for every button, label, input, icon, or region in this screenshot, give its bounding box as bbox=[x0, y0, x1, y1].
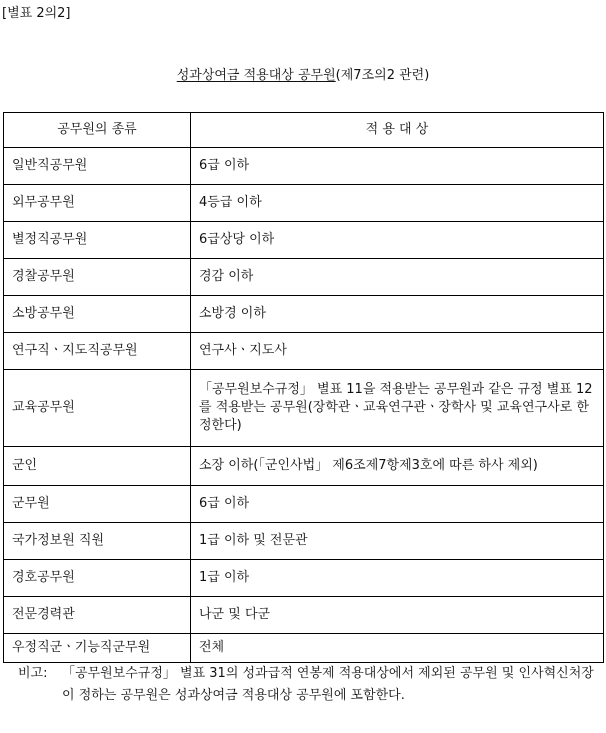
cell-target: 연구사ㆍ지도사 bbox=[191, 333, 604, 370]
cell-target: 1급 이하 및 전문관 bbox=[191, 523, 604, 560]
table-row bbox=[4, 333, 604, 370]
cell-official-type: 군무원 bbox=[4, 486, 191, 523]
cell-target: 1급 이하 bbox=[191, 560, 604, 597]
cell-target: 4등급 이하 bbox=[191, 185, 604, 222]
cell-official-type: 경호공무원 bbox=[4, 560, 191, 597]
cell-target: 나군 및 다군 bbox=[191, 597, 604, 634]
table-header-row bbox=[4, 113, 604, 148]
table-row bbox=[4, 634, 604, 663]
cell-target: 6급상당 이하 bbox=[191, 222, 604, 259]
header-official-type: 공무원의 종류 bbox=[4, 113, 191, 148]
document-title bbox=[0, 64, 606, 83]
table-row bbox=[4, 148, 604, 185]
eligibility-table bbox=[3, 112, 604, 663]
table-row bbox=[4, 486, 604, 523]
cell-official-type: 우정직군ㆍ기능직군무원 bbox=[4, 634, 191, 663]
cell-official-type: 소방공무원 bbox=[4, 296, 191, 333]
table-row bbox=[4, 222, 604, 259]
table-row bbox=[4, 185, 604, 222]
title-main: 성과상여금 적용대상 공무원 bbox=[176, 68, 336, 83]
cell-official-type: 경찰공무원 bbox=[4, 259, 191, 296]
remarks-note bbox=[18, 663, 598, 707]
cell-official-type: 연구직ㆍ지도직공무원 bbox=[4, 333, 191, 370]
remarks-lead: 비고: bbox=[18, 666, 48, 681]
cell-official-type: 일반직공무원 bbox=[4, 148, 191, 185]
header-target: 적 용 대 상 bbox=[191, 113, 604, 148]
cell-official-type: 전문경력관 bbox=[4, 597, 191, 634]
cell-official-type: 군인 bbox=[4, 447, 191, 486]
table-row bbox=[4, 296, 604, 333]
table-row bbox=[4, 523, 604, 560]
cell-target: 「공무원보수규정」 별표 11을 적용받는 공무원과 같은 규정 별표 12를 적용받는 공무원(장학관ㆍ교육연구관ㆍ장학사 및 교육연구사로 한정한다) bbox=[191, 370, 604, 447]
remarks-text: 「공무원보수규정」 별표 31의 성과급적 연봉제 적용대상에서 제외된 공무원 및 인사혁신처장이 정하는 공무원은 성과상여금 적용대상 공무원에 포함한다. bbox=[62, 666, 594, 703]
cell-target: 전체 bbox=[191, 634, 604, 663]
cell-target: 6급 이하 bbox=[191, 148, 604, 185]
cell-official-type: 국가정보원 직원 bbox=[4, 523, 191, 560]
table-row bbox=[4, 259, 604, 296]
cell-target: 소장 이하(「군인사법」 제6조제7항제3호에 따른 하사 제외) bbox=[191, 447, 604, 486]
cell-official-type: 외무공무원 bbox=[4, 185, 191, 222]
cell-target: 소방경 이하 bbox=[191, 296, 604, 333]
table-row bbox=[4, 447, 604, 486]
table-row bbox=[4, 597, 604, 634]
cell-target: 6급 이하 bbox=[191, 486, 604, 523]
title-reference: (제7조의2 관련) bbox=[335, 68, 430, 83]
cell-official-type: 교육공무원 bbox=[4, 370, 191, 447]
cell-official-type: 별정직공무원 bbox=[4, 222, 191, 259]
table-row bbox=[4, 560, 604, 597]
cell-target: 경감 이하 bbox=[191, 259, 604, 296]
table-row bbox=[4, 370, 604, 447]
document-label: [별표 2의2] bbox=[2, 6, 71, 21]
